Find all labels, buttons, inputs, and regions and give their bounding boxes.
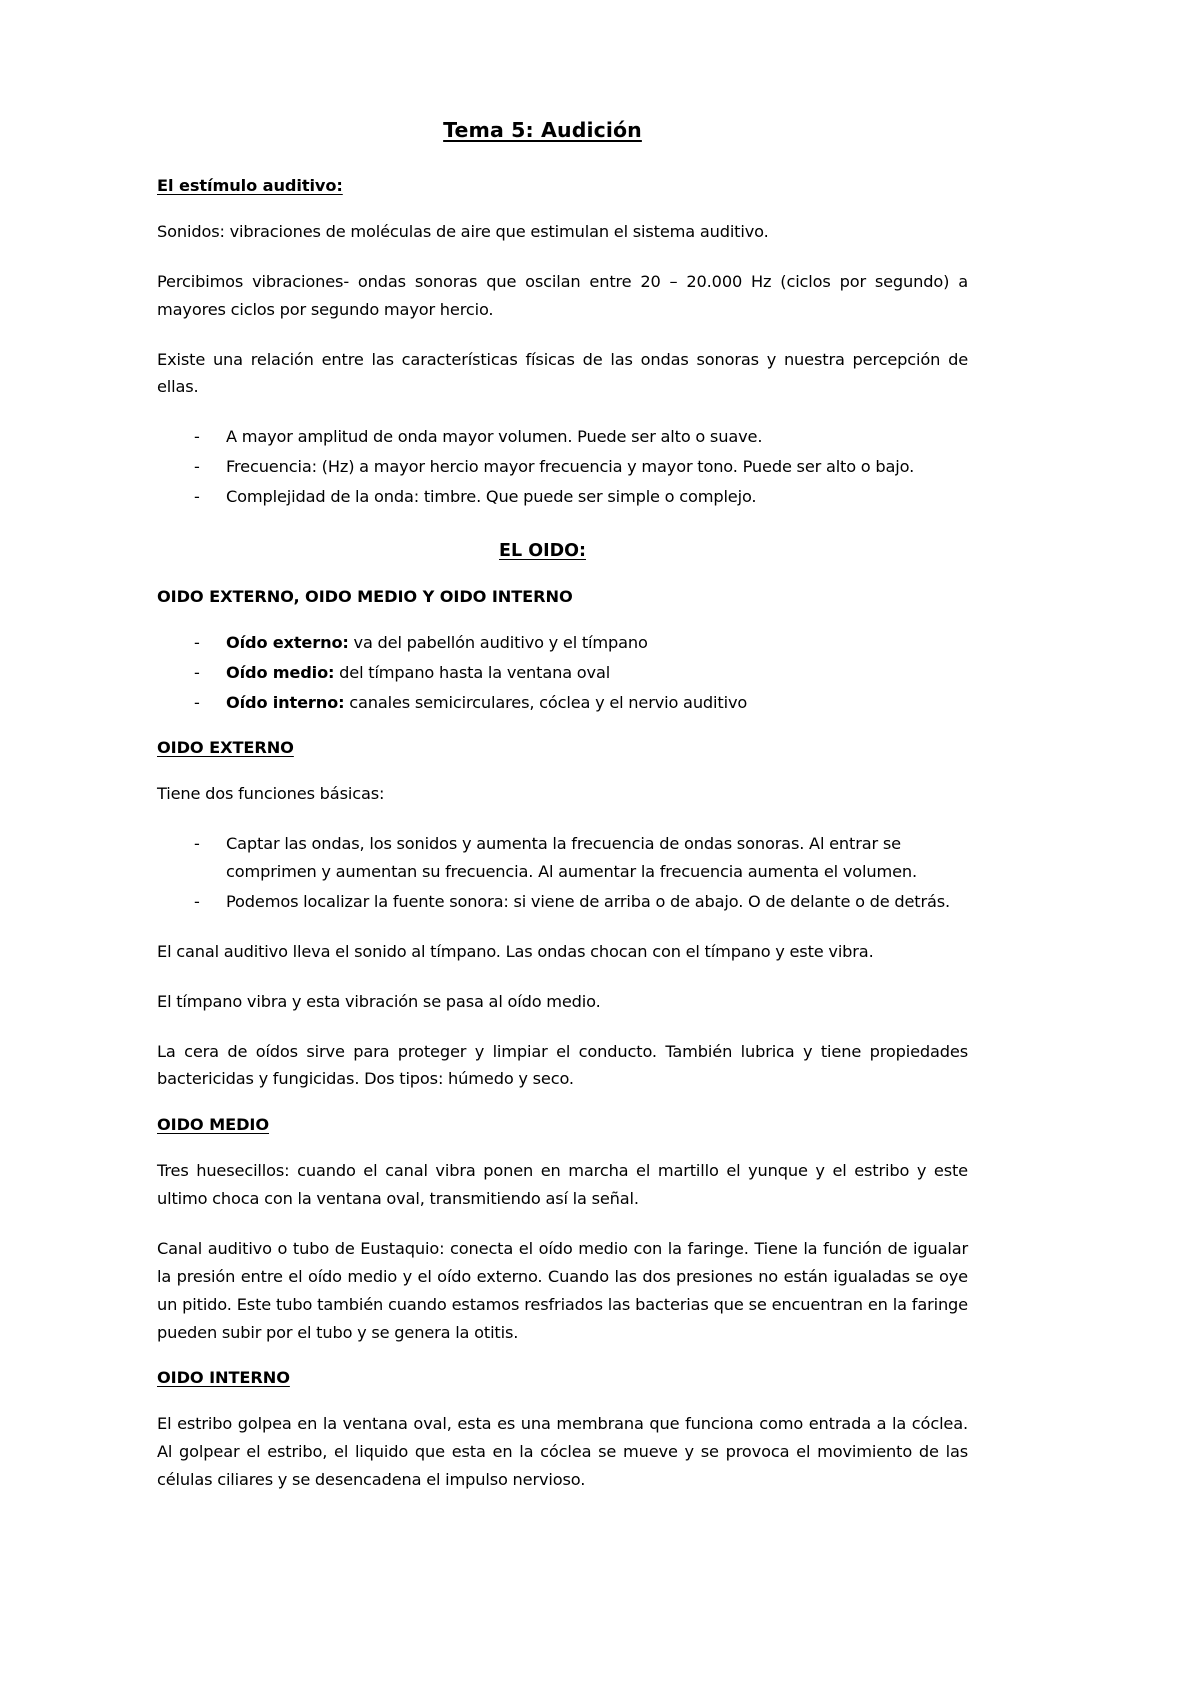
page-title-text: Tema 5: Audición <box>443 118 642 142</box>
list-item-lead: Oído medio: <box>226 662 335 682</box>
list-funciones-oido-externo <box>157 830 968 916</box>
dash-bullet-icon: - <box>194 632 200 652</box>
dash-bullet-icon: - <box>194 662 200 682</box>
dash-bullet-icon: - <box>194 834 200 854</box>
paragraph-cera-de-oidos: La cera de oídos sirve para proteger y limpiar el conducto. También lubrica y tiene propiedades bactericidas y fungicidas. Dos tipos: húmedo y seco. <box>157 1041 968 1089</box>
list-item-text: Captar las ondas, los sonidos y aumenta la frecuencia de ondas sonoras. Al entrar se comprimen y aumentan su frecuencia. Al aumentar la frecuencia aumenta el volumen. <box>226 834 917 882</box>
paragraph-percibimos-vibraciones: Percibimos vibraciones- ondas sonoras que oscilan entre 20 – 20.000 Hz (ciclos por segundo) a mayores ciclos por segundo mayor hercio. <box>157 271 968 319</box>
list-item <box>157 453 968 481</box>
list-item <box>157 888 968 916</box>
list-item <box>157 629 968 657</box>
list-caracteristicas-ondas <box>157 423 968 511</box>
page-title <box>157 118 968 142</box>
dash-bullet-icon: - <box>194 427 200 447</box>
list-item-text: canales semicirculares, cóclea y el nervio auditivo <box>344 692 748 712</box>
section-heading-text: OIDO MEDIO <box>157 1115 270 1135</box>
list-item <box>157 689 968 717</box>
list-item-text: A mayor amplitud de onda mayor volumen. Puede ser alto o suave. <box>226 427 763 447</box>
section-heading-text: EL OIDO: <box>499 540 586 561</box>
paragraph-tres-huesecillos: Tres huesecillos: cuando el canal vibra ponen en marcha el martillo el yunque y el estribo y este ultimo choca con la ventana oval, transmitiendo así la señal. <box>157 1161 968 1209</box>
paragraph-relacion-caracteristicas: Existe una relación entre las características físicas de las ondas sonoras y nuestra percepción de ellas. <box>157 349 968 397</box>
list-item-text: del tímpano hasta la ventana oval <box>334 662 611 682</box>
list-item <box>157 483 968 511</box>
list-item-text: va del pabellón auditivo y el tímpano <box>348 632 648 652</box>
list-item <box>157 830 968 886</box>
list-item-text: Frecuencia: (Hz) a mayor hercio mayor frecuencia y mayor tono. Puede ser alto o bajo. <box>226 457 915 477</box>
section-heading-oido-externo <box>157 738 968 757</box>
section-heading-oido-interno <box>157 1368 968 1387</box>
list-item-text: Complejidad de la onda: timbre. Que puede ser simple o complejo. <box>226 487 757 507</box>
section-heading-text: El estímulo auditivo: <box>157 176 343 195</box>
list-partes-oido <box>157 629 968 717</box>
subheading-oido-partes <box>157 587 968 606</box>
section-heading-oido-medio <box>157 1115 968 1134</box>
paragraph-timpano-vibra: El tímpano vibra y esta vibración se pasa al oído medio. <box>157 991 601 1011</box>
section-heading-text: OIDO EXTERNO <box>157 738 294 758</box>
dash-bullet-icon: - <box>194 692 200 712</box>
list-item <box>157 423 968 451</box>
dash-bullet-icon: - <box>194 892 200 912</box>
list-item-text: Podemos localizar la fuente sonora: si viene de arriba o de abajo. O de delante o de detrás. <box>226 892 951 912</box>
section-heading-text: OIDO INTERNO <box>157 1368 290 1388</box>
paragraph-estribo-ventana-oval: El estribo golpea en la ventana oval, esta es una membrana que funciona como entrada a la cóclea. Al golpear el estribo, el liquido que esta en la cóclea se mueve y se provoca el movimiento de las células ciliares y se desencadena el impulso nervioso. <box>157 1414 968 1490</box>
list-item-lead: Oído externo: <box>226 632 349 652</box>
dash-bullet-icon: - <box>194 457 200 477</box>
dash-bullet-icon: - <box>194 487 200 507</box>
section-heading-el-oido <box>157 541 968 561</box>
paragraph-tubo-eustaquio: Canal auditivo o tubo de Eustaquio: conecta el oído medio con la faringe. Tiene la función de igualar la presión entre el oído medio y el oído externo. Cuando las dos presiones no están igualadas se oye un pitido. Este tubo también cuando estamos resfriados las bacterias que se encuentran en la faringe pueden subir por el tubo y se genera la otitis. <box>157 1239 968 1342</box>
list-item <box>157 659 968 687</box>
section-heading-estimulo-auditivo <box>157 176 968 195</box>
subheading-text: OIDO EXTERNO, OIDO MEDIO Y OIDO INTERNO <box>157 586 573 606</box>
paragraph-funciones-basicas: Tiene dos funciones básicas: <box>157 784 385 804</box>
paragraph-sonidos: Sonidos: vibraciones de moléculas de aire que estimulan el sistema auditivo. <box>157 222 769 241</box>
paragraph-canal-auditivo-timpano: El canal auditivo lleva el sonido al tímpano. Las ondas chocan con el tímpano y este vibra. <box>157 941 874 961</box>
list-item-lead: Oído interno: <box>226 692 345 712</box>
